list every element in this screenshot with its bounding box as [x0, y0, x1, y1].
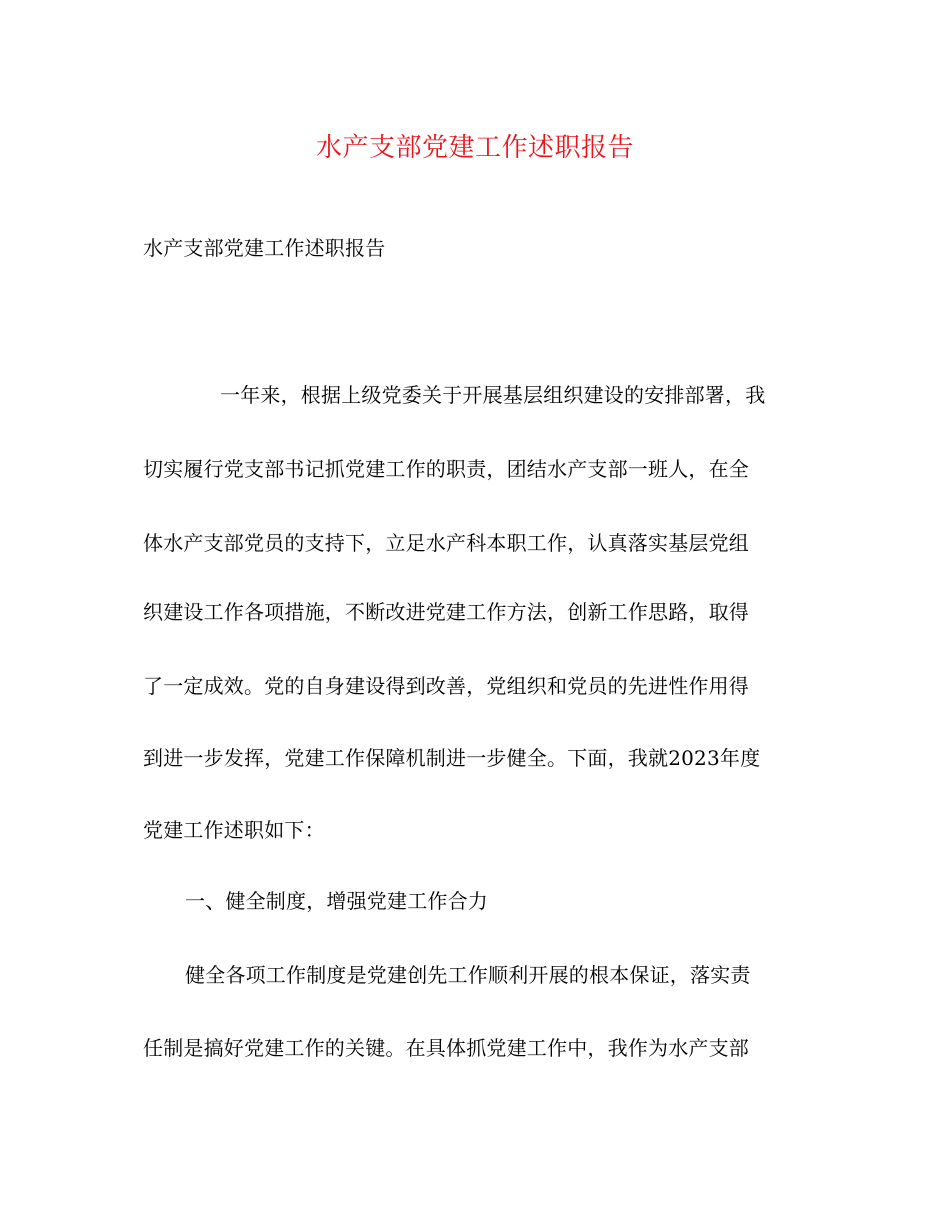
- paragraph-line-7: 党建工作述职如下：: [143, 818, 325, 842]
- paragraph-line-1: 一年来，根据上级党委关于开展基层组织建设的安排部署，我: [220, 383, 766, 407]
- paragraph-line-2: 切实履行党支部书记抓党建工作的职责，团结水产支部一班人，在全: [143, 457, 749, 481]
- paragraph-line-9: 任制是搞好党建工作的关键。在具体抓党建工作中，我作为水产支部: [143, 1036, 749, 1060]
- section-heading-1: 一、健全制度，增强党建工作合力: [185, 889, 488, 913]
- document-subtitle: 水产支部党建工作述职报告: [143, 236, 386, 260]
- paragraph-line-8: 健全各项工作制度是党建创先工作顺利开展的根本保证，落实责: [185, 963, 751, 987]
- paragraph-line-3: 体水产支部党员的支持下，立足水产科本职工作，认真落实基层党组: [143, 531, 749, 555]
- paragraph-line-4: 织建设工作各项措施，不断改进党建工作方法，创新工作思路，取得: [143, 600, 749, 624]
- paragraph-line-5: 了一定成效。党的自身建设得到改善，党组织和党员的先进性作用得: [143, 674, 749, 698]
- paragraph-line-6: 到进一步发挥，党建工作保障机制进一步健全。下面，我就2023年度: [143, 746, 761, 770]
- document-title: 水产支部党建工作述职报告: [315, 133, 634, 163]
